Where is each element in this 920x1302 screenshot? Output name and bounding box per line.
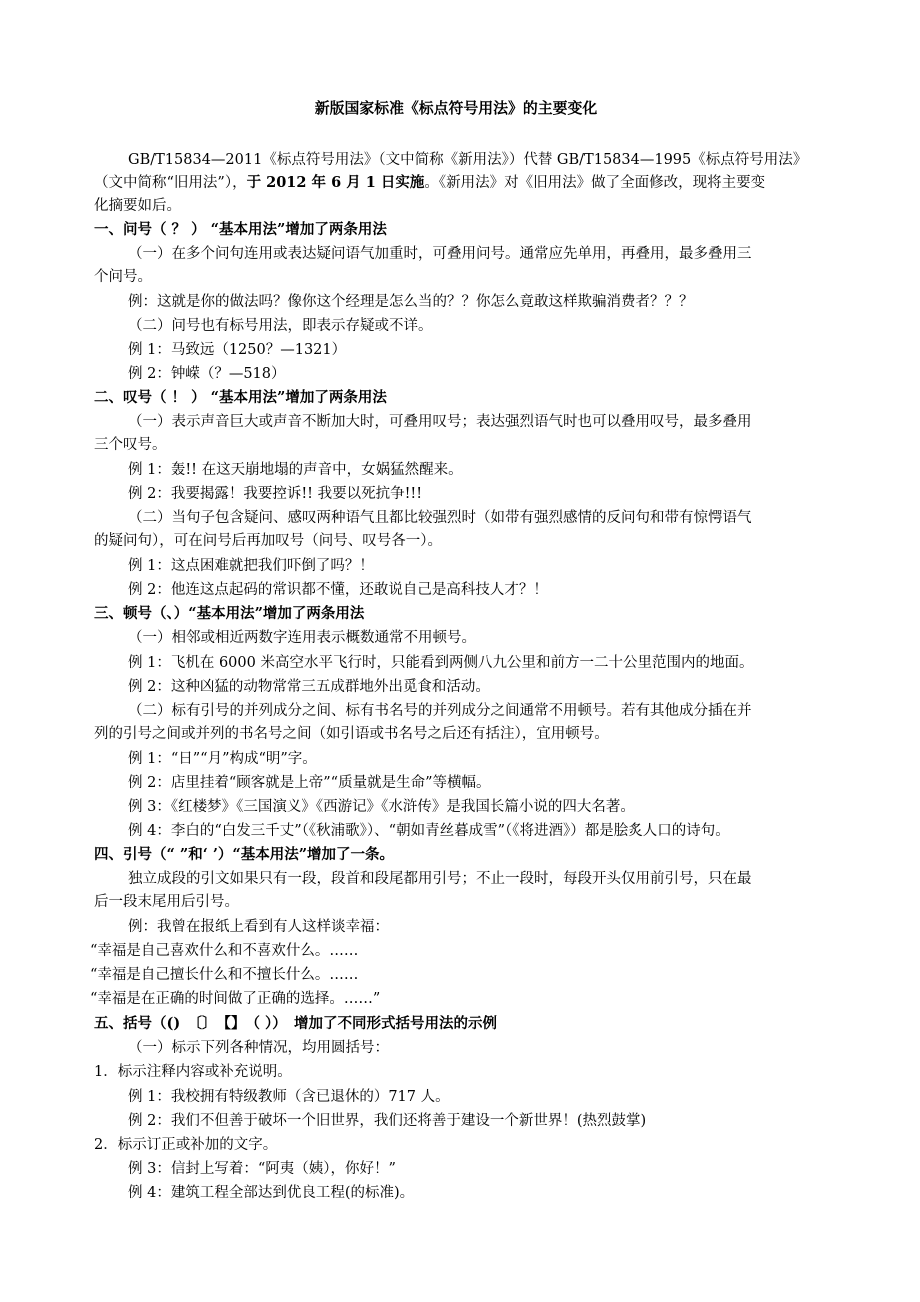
list-item: 2．标示订正或补加的文字。 bbox=[94, 1137, 278, 1153]
example-line: 例 3：《红楼梦》《三国演义》《西游记》《水浒传》是我国长篇小说的四大名著。 bbox=[128, 799, 635, 815]
example-line: 例 2：我们不但善于破坏一个旧世界，我们还将善于建设一个新世界！(热烈鼓掌) bbox=[128, 1113, 647, 1129]
paragraph-line: （一）相邻或相近两数字连用表示概数通常不用顿号。 bbox=[128, 630, 476, 646]
example-line: 例 2：我要揭露！我要控诉!! 我要以死抗争!!! bbox=[128, 486, 423, 502]
paragraph-line: （一）标示下列各种情况，均用圆括号： bbox=[128, 1040, 389, 1056]
example-line: 例 1：我校拥有特级教师（含已退休的）717 人。 bbox=[128, 1089, 450, 1105]
paragraph-line: 独立成段的引文如果只有一段，段首和段尾都用引号；不止一段时，每段开头仅用前引号，只在最 bbox=[128, 871, 752, 887]
intro-line: 化摘要如后。 bbox=[94, 198, 181, 214]
example-line: 例 2：这种凶猛的动物常常三五成群地外出觅食和活动。 bbox=[128, 679, 490, 695]
example-line: 例：我曾在报纸上看到有人这样谈幸福： bbox=[128, 919, 389, 935]
example-line: 例 1：“日”“月”构成“明”字。 bbox=[128, 751, 317, 767]
paragraph-line: （二）标有引号的并列成分之间、标有书名号的并列成分之间通常不用顿号。若有其他成分插在并 bbox=[128, 703, 752, 719]
example-line: 例 1：飞机在 6000 米高空水平飞行时，只能看到两侧八九公里和前方一二十公里范围内的地面。 bbox=[128, 655, 754, 671]
paragraph-line: 三个叹号。 bbox=[94, 437, 167, 453]
quote-line: “幸福是在正确的时间做了正确的选择。……” bbox=[90, 991, 381, 1007]
example-line: 例 1：马致远（1250？—1321） bbox=[128, 342, 347, 358]
section-heading: 四、引号（“ ”和‘ ’）“基本用法”增加了一条。 bbox=[94, 846, 395, 863]
example-line: 例 1：轰!! 在这天崩地塌的声音中，女娲猛然醒来。 bbox=[128, 462, 463, 478]
paragraph-line: （一）在多个问句连用或表达疑问语气加重时，可叠用问号。通常应先单用，再叠用，最多叠用三 bbox=[128, 246, 752, 262]
example-line: 例 2：钟嵘（？—518） bbox=[128, 366, 286, 382]
list-item: 1．标示注释内容或补充说明。 bbox=[94, 1064, 292, 1080]
intro-date-emphasis: 于 2012 年 6 月 1 日实施 bbox=[246, 174, 425, 191]
paragraph-line: （一）表示声音巨大或声音不断加大时，可叠用叹号；表达强烈语气时也可以叠用叹号，最多叠用 bbox=[128, 414, 752, 430]
example-line: 例 2：他连这点起码的常识都不懂，还敢说自己是高科技人才？！ bbox=[128, 582, 548, 598]
section-heading: 一、问号（ ？ ） “基本用法”增加了两条用法 bbox=[94, 221, 387, 238]
document-title: 新版国家标准《标点符号用法》的主要变化 bbox=[314, 99, 598, 117]
paragraph-line: 的疑问句），可在问号后再加叹号（问号、叹号各一）。 bbox=[94, 533, 442, 549]
intro-text: 。《新用法》对《旧用法》做了全面修改，现将主要变 bbox=[424, 175, 766, 191]
example-line: 例 4：李白的“白发三千丈”（《秋浦歌》）、“朝如青丝暮成雪”（《将进酒》）都是脍炙人口的诗句。 bbox=[128, 823, 730, 839]
quote-line: “幸福是自己喜欢什么和不喜欢什么。…… bbox=[90, 943, 359, 959]
paragraph-line: （二）当句子包含疑问、感叹两种语气且都比较强烈时（如带有强烈感情的反问句和带有惊愕语气 bbox=[128, 510, 752, 526]
paragraph-line: 列的引号之间或并列的书名号之间（如引语或书名号之后还有括注），宜用顿号。 bbox=[94, 726, 609, 742]
example-line: 例 4：建筑工程全部达到优良工程(的标准)。 bbox=[128, 1185, 415, 1201]
paragraph-line: （二）问号也有标号用法，即表示存疑或不详。 bbox=[128, 318, 433, 334]
example-line: 例 1：这点困难就把我们吓倒了吗？！ bbox=[128, 558, 374, 574]
intro-text: （文中简称“旧用法”）， bbox=[94, 175, 247, 191]
section-heading: 三、顿号（、）“基本用法”增加了两条用法 bbox=[94, 605, 365, 622]
paragraph-line: 个问号。 bbox=[94, 269, 152, 285]
intro-line: GB/T15834—2011《标点符号用法》（文中简称《新用法》）代替 GB/T15834—1995《标点符号用法》 bbox=[128, 152, 808, 168]
example-line: 例 3：信封上写着：“阿夷（姨），你好！” bbox=[128, 1161, 396, 1177]
quote-line: “幸福是自己擅长什么和不擅长什么。…… bbox=[90, 967, 359, 983]
intro-line bbox=[94, 173, 765, 193]
section-heading: 二、叹号（ ！ ） “基本用法”增加了两条用法 bbox=[94, 389, 387, 406]
example-line: 例 2：店里挂着“顾客就是上帝”“质量就是生命”等横幅。 bbox=[128, 775, 491, 791]
example-line: 例：这就是你的做法吗？像你这个经理是怎么当的？？你怎么竟敢这样欺骗消费者？？？ bbox=[128, 294, 694, 310]
section-heading: 五、括号（() 〔〕 【】 （ ）） 增加了不同形式括号用法的示例 bbox=[94, 1015, 498, 1032]
paragraph-line: 后一段末尾用后引号。 bbox=[94, 894, 239, 910]
